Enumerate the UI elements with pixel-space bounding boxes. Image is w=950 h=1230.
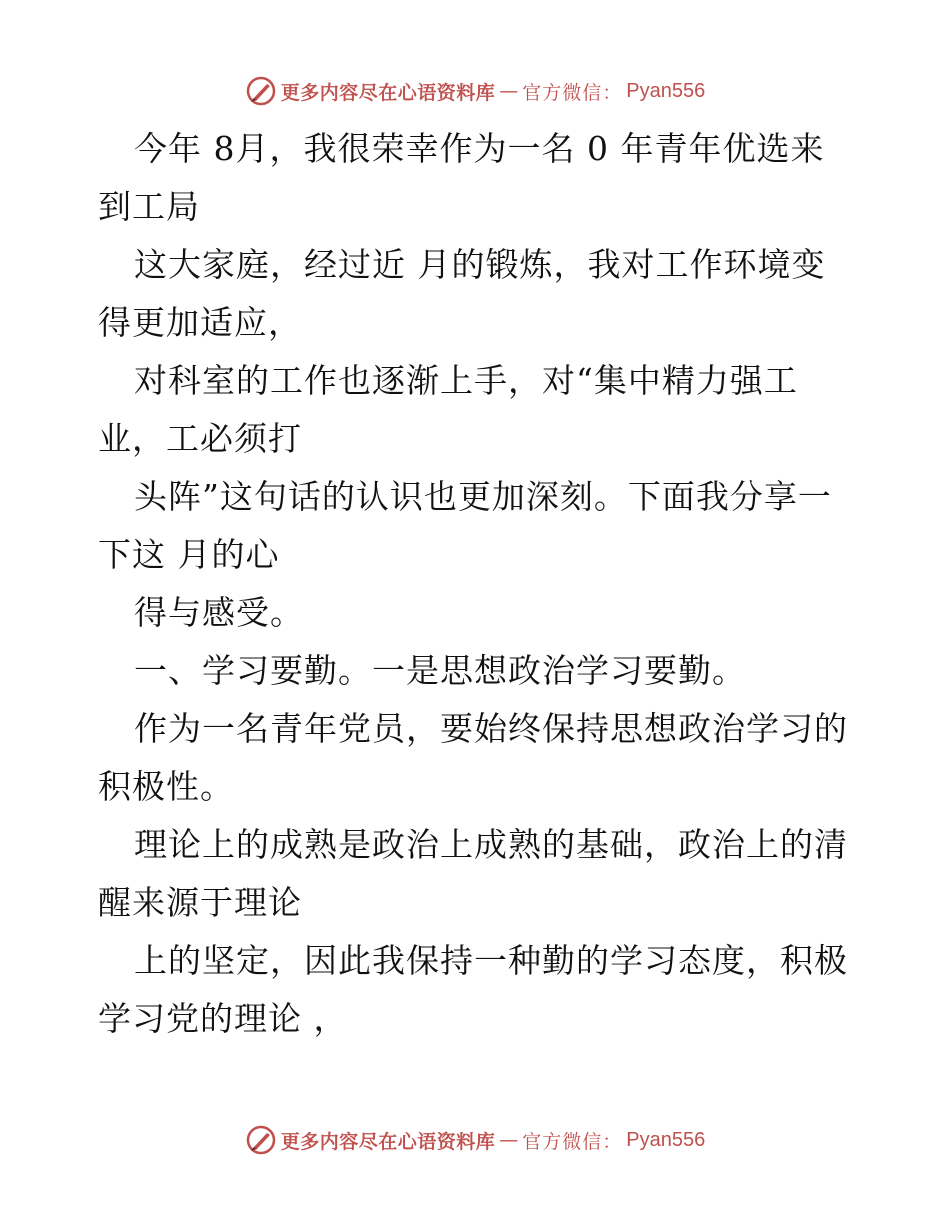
header-site-text: 更多内容尽在心语资料库 bbox=[280, 81, 496, 104]
header-banner bbox=[0, 71, 950, 111]
footer-site-text: 更多内容尽在心语资料库 bbox=[280, 1130, 496, 1153]
quill-pen-logo-icon bbox=[245, 1124, 277, 1156]
paragraph: 今年 8月，我很荣幸作为一名 0 年青年优选来到工局 bbox=[98, 129, 825, 226]
paragraph: 一、学习要勤。一是思想政治学习要勤。 bbox=[134, 651, 746, 690]
paragraph: 这大家庭，经过近 月的锻炼，我对工作环境变得更加适应， bbox=[98, 245, 826, 342]
paragraph: 上的坚定，因此我保持一种勤的学习态度，积极学习党的理论 ， bbox=[98, 941, 848, 1038]
footer-banner bbox=[0, 1120, 950, 1160]
footer-official-label: 官方微信： bbox=[522, 1130, 623, 1153]
document-body bbox=[98, 120, 858, 1048]
paragraph: 理论上的成熟是政治上成熟的基础，政治上的清醒来源于理论 bbox=[98, 825, 848, 922]
paragraph: 头阵”这句话的认识也更加深刻。下面我分享一下这 月的心 bbox=[98, 477, 832, 574]
paragraph: 对科室的工作也逐渐上手，对“集中精力强工业，工必须打 bbox=[98, 361, 798, 458]
paragraph: 作为一名青年党员，要始终保持思想政治学习的积极性。 bbox=[98, 709, 848, 806]
header-wechat-id: Pyan556 bbox=[626, 79, 706, 102]
footer-separator: — bbox=[499, 1129, 519, 1151]
footer-wechat-id: Pyan556 bbox=[626, 1128, 706, 1151]
paragraph: 得与感受。 bbox=[134, 593, 304, 632]
quill-pen-logo-icon bbox=[245, 75, 277, 107]
header-official-label: 官方微信： bbox=[522, 81, 623, 104]
header-separator: — bbox=[499, 80, 519, 102]
